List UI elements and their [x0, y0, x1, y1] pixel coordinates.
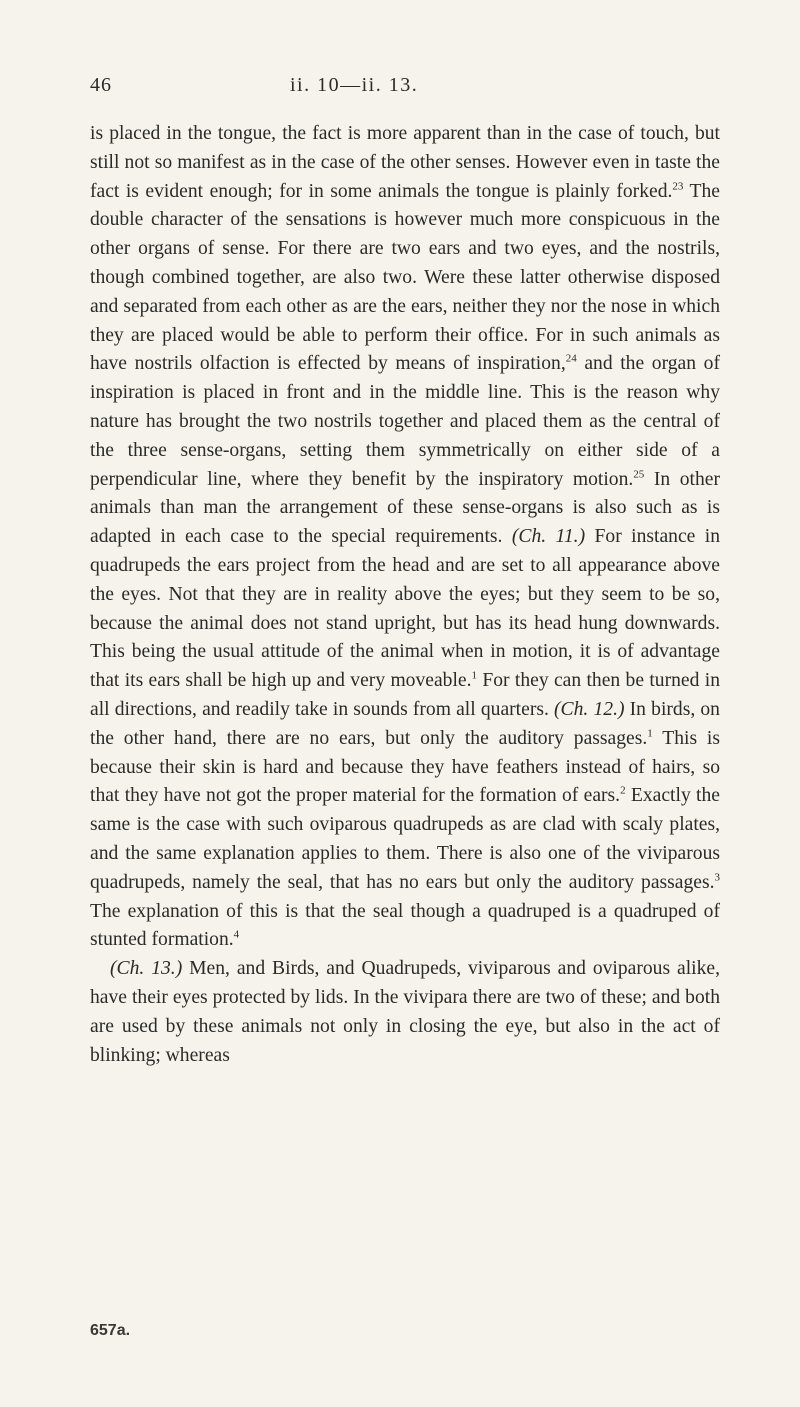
- body-text: [90, 120, 720, 1070]
- chapter-ref: (Ch. 12.): [554, 698, 625, 720]
- signature-mark: 657a.: [90, 1322, 131, 1339]
- text-run: In other animals than man the arrangement of these sense-organs is also such as is adapted in each case to the special requirements.: [90, 468, 720, 548]
- footnote-ref: 2: [620, 784, 626, 797]
- text-run: This is because their skin is hard and because they have feathers instead of hairs, so that they have not got the proper material for the formation of ears.: [90, 727, 720, 807]
- footnote-ref: 3: [714, 871, 720, 884]
- text-run: is placed in the tongue, the fact is more apparent than in the case of touch, but still not so manifest as in the case of the other senses. However even in taste the fact is evident enough; for in some animals the tongue is plainly forked.: [90, 123, 720, 202]
- footnote-ref: 25: [633, 468, 645, 481]
- text-run: For instance in quadrupeds the ears project from the head and are set to all appearance above the eyes. Not that they are in reality above the eyes; but they seem to be so, because the animal does not stand upright, but has its head hung downwards. This being the usual attitude of the animal when in motion, it is of advantage that its ears shall be high up and very moveable.: [90, 526, 721, 692]
- text-run: and the organ of inspiration is placed in front and in the middle line. This is the reason why nature has brought the two nostrils together and placed them as the central of the three sense-organs, setting them symmetrically on either side of a perpendicular line, where they benefit by the inspiratory motion.: [90, 353, 720, 490]
- chapter-ref: (Ch. 13.): [110, 958, 183, 980]
- text-run: The double character of the sensations is however much more conspicuous in the other organs of sense. For there are two ears and two eyes, and the nostrils, though combined together, are also two. Were these latter otherwise disposed and separated from each other as are the ears, neither they nor the nose in which they are placed would be able to perform their office. For in such animals as have nostrils olfaction is effected by means of inspiration,: [90, 180, 720, 375]
- page-number: 46: [90, 74, 112, 96]
- text-run: The explanation of this is that the seal though a quadruped is a quadruped of stunted formation.: [90, 900, 720, 951]
- footnote-ref: 23: [672, 180, 684, 193]
- paragraph: [90, 120, 720, 955]
- page-header: [90, 74, 720, 104]
- text-run: Exactly the same is the case with such oviparous quadrupeds as are clad with scaly plates, and the same explanation applies to them. There is also one of the viviparous quadrupeds, namely the seal, that has no ears but only the auditory passages.: [90, 785, 720, 893]
- footnote-ref: 1: [471, 669, 478, 682]
- text-run: For they can then be turned in all directions, and readily take in sounds from all quarters.: [90, 670, 720, 720]
- footnote-ref: 1: [647, 727, 653, 740]
- footnote-ref: 24: [565, 352, 577, 365]
- paragraph: [90, 955, 720, 1070]
- text-run: Men, and Birds, and Quadrupeds, viviparous and oviparous alike, have their eyes protected by lids. In the vivipara there are two of these; and both are used by these animals not only in closing the eye, but also in the act of blinking; whereas: [90, 958, 720, 1066]
- chapter-ref: (Ch. 11.): [511, 526, 586, 548]
- text-run: In birds, on the other hand, there are no ears, but only the auditory passages.: [90, 698, 720, 749]
- running-head: ii. 10—ii. 13.: [290, 74, 419, 96]
- footnote-ref: 4: [233, 928, 240, 941]
